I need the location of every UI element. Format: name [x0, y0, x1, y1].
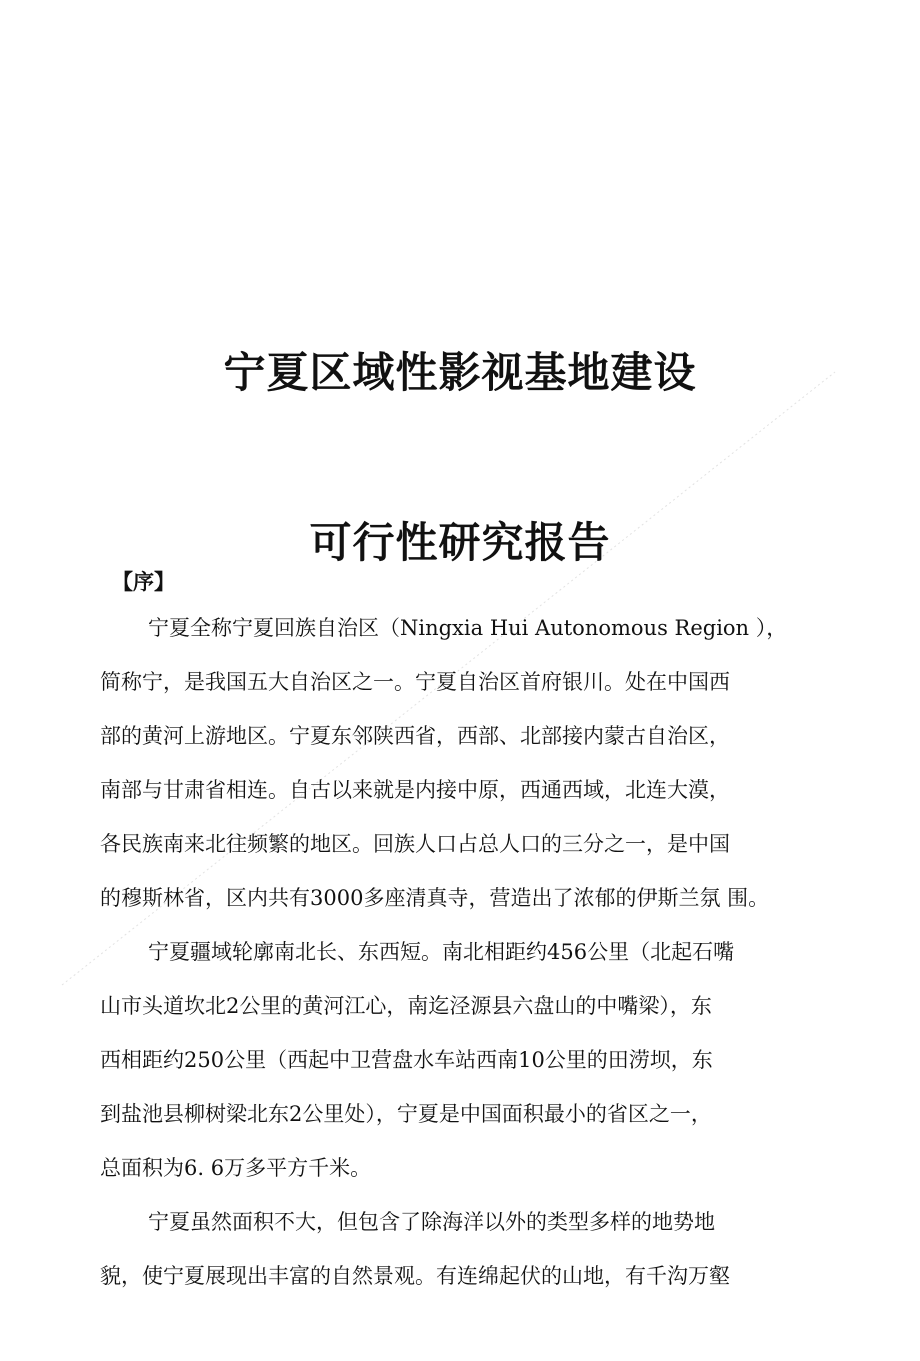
paragraph-1-line-4: 南部与甘肃省相连。自古以来就是内接中原，西通西域，北连大漠，	[100, 778, 730, 802]
paragraph-1-line-6: 的穆斯林省，区内共有3000多座清真寺，营造出了浓郁的伊斯兰氛 围。	[100, 886, 770, 910]
paragraph-2-line-5: 总面积为6. 6万多平方千米。	[100, 1156, 372, 1180]
paragraph-2-line-4: 到盐池县柳树梁北东2公里处），宁夏是中国面积最小的省区之一，	[100, 1102, 712, 1126]
paragraph-1-line-2: 简称宁，是我国五大自治区之一。宁夏自治区首府银川。处在中国西	[100, 670, 730, 694]
document-title-line-1: 宁夏区域性影视基地建设	[223, 348, 697, 397]
paragraph-2-line-3: 西相距约250公里（西起中卫营盘水车站西南10公里的田涝坝，东	[100, 1048, 713, 1072]
paragraph-1-line-1: 宁夏全称宁夏回族自治区（Ningxia Hui Autonomous Region ），	[148, 616, 788, 640]
paragraph-1-line-5: 各民族南来北往频繁的地区。回族人口占总人口的三分之一，是中国	[100, 832, 730, 856]
paragraph-3-line-2: 貌，使宁夏展现出丰富的自然景观。有连绵起伏的山地，有千沟万壑	[100, 1264, 730, 1288]
paragraph-2-line-2: 山市头道坎北2公里的黄河江心，南迄泾源县六盘山的中嘴梁），东	[100, 994, 712, 1018]
section-label-preface: 【序】	[112, 569, 175, 594]
paragraph-3-line-1: 宁夏虽然面积不大，但包含了除海洋以外的类型多样的地势地	[148, 1210, 715, 1234]
paragraph-2-line-1: 宁夏疆域轮廓南北长、东西短。南北相距约456公里（北起石嘴	[148, 940, 735, 964]
document-title-line-2: 可行性研究报告	[309, 518, 611, 567]
paragraph-1-line-3: 部的黄河上游地区。宁夏东邻陕西省，西部、北部接内蒙古自治区，	[100, 724, 730, 748]
